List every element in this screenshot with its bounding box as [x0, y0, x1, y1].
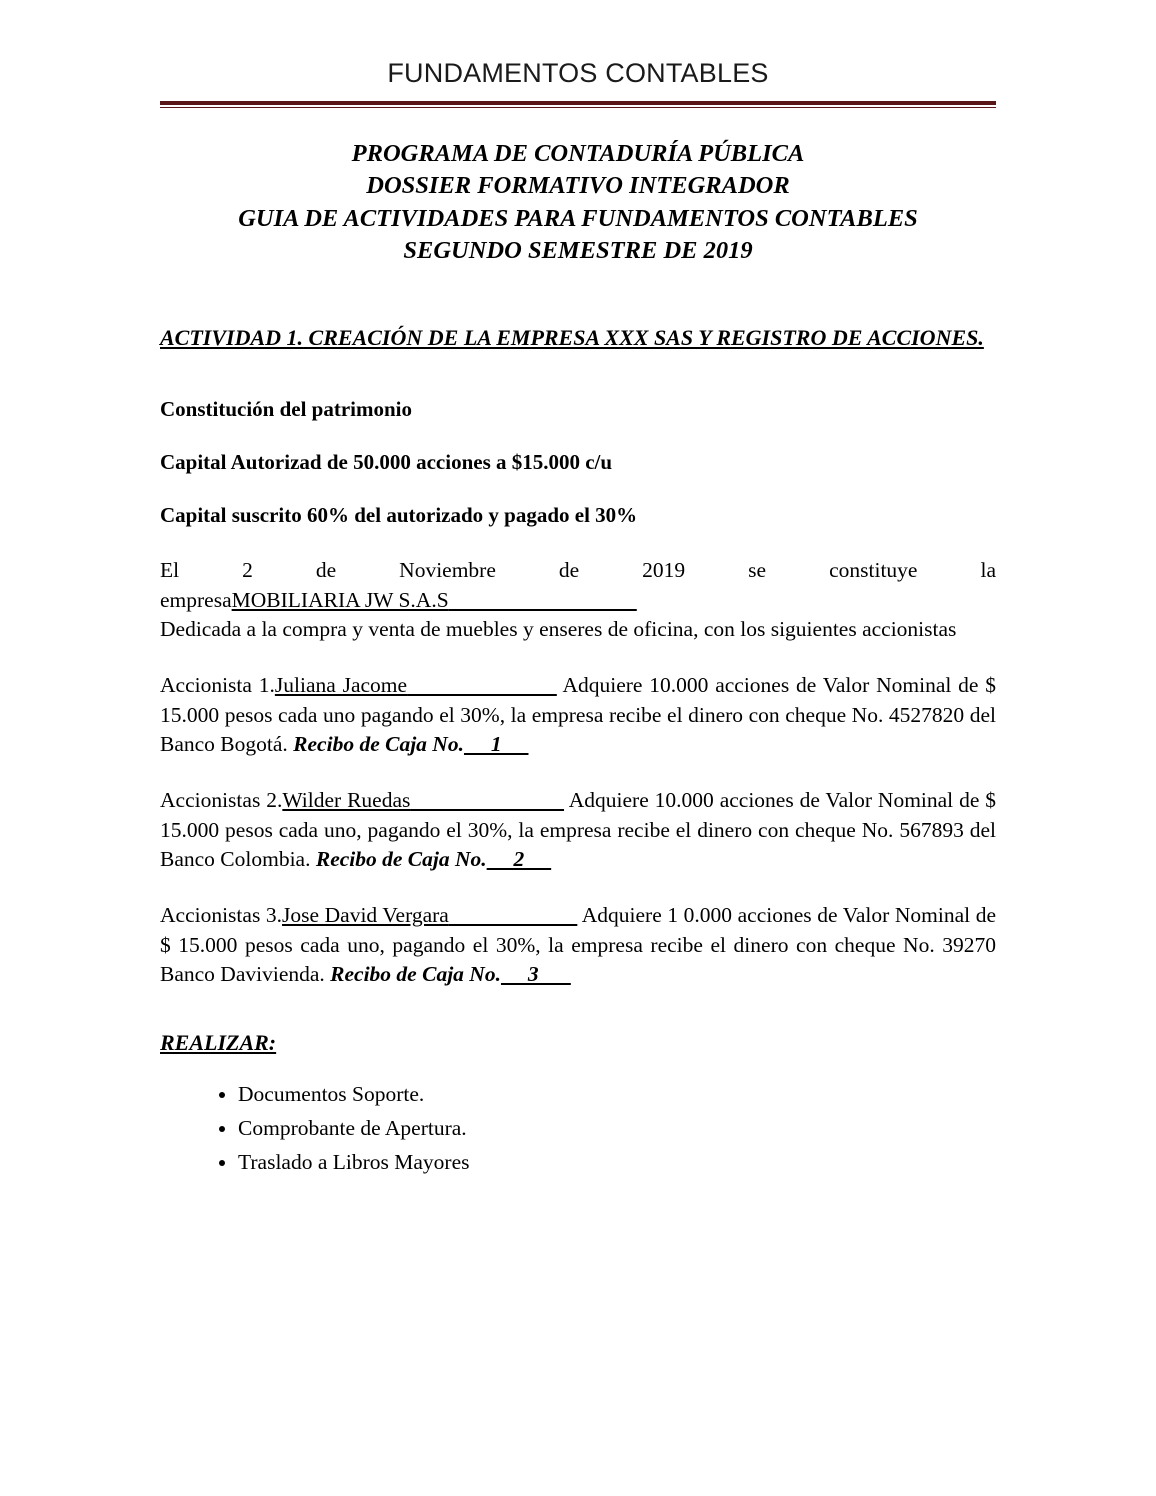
intro-description: Dedicada a la compra y venta de muebles y enseres de oficina, con los siguientes accionistas	[160, 617, 957, 642]
page-header-title: FUNDAMENTOS CONTABLES	[387, 58, 769, 88]
title-line-1: PROGRAMA DE CONTADURÍA PÚBLICA	[351, 140, 805, 167]
subheading-patrimonio: Constitución del patrimonio	[160, 397, 413, 421]
activity-text: CREACIÓN DE LA EMPRESA XXX SAS Y REGISTRO DE ACCIONES.	[308, 325, 984, 351]
shareholder-3-text: Adquiere 1 0.000 acciones de Valor Nominal de $ 15.000 pesos cada uno, pagando el 30%, la empresa recibe el dinero con cheque No. 39270 Banco Davivienda.	[160, 902, 996, 987]
shareholder-3-recibo-value: 3	[500, 962, 571, 987]
list-item: • Documentos Soporte.	[238, 1078, 996, 1110]
shareholder-2-text: Adquiere 10.000 acciones de Valor Nominal de $ 15.000 pesos cada uno, pagando el 30%, la empresa recibe el dinero con cheque No. 567893 del Banco Colombia.	[160, 787, 997, 872]
list-item: • Comprobante de Apertura.	[238, 1112, 996, 1144]
shareholder-2-recibo-value: 2	[486, 847, 552, 872]
shareholder-paragraph-2: Accionistas 2.Wilder Ruedas Adquiere 10.000 acciones de Valor Nominal de $ 15.000 pesos cada uno, pagando el 30%, la empresa recibe el dinero con cheque No. 567893 del Banco Colombia. Recibo de Caja No. 2	[160, 787, 997, 872]
shareholder-1-recibo-label: Recibo de Caja No.	[293, 732, 464, 757]
intro-before-company: El 2 de Noviembre de 2019 se constituye la empresa	[160, 558, 996, 612]
shareholder-paragraph-1: Accionista 1.Juliana Jacome Adquiere 10.000 acciones de Valor Nominal de $ 15.000 pesos cada uno pagando el 30%, la empresa recibe el dinero con cheque No. 4527820 del Banco Bogotá. Recibo de Caja No. 1	[160, 672, 996, 757]
shareholder-1-name: Juliana Jacome	[274, 672, 408, 697]
shareholder-1-name-blank	[407, 673, 557, 697]
shareholder-3-name-blank	[449, 903, 578, 927]
shareholder-3-name: Jose David Vergara	[282, 902, 449, 927]
list-item: • Traslado a Libros Mayores	[238, 1146, 996, 1178]
title-line-3: GUIA DE ACTIVIDADES PARA FUNDAMENTOS CONTABLES	[238, 204, 918, 232]
subheading-capital-autorizado: Capital Autorizad de 50.000 acciones a $15.000 c/u	[160, 450, 613, 474]
shareholder-2-name-blank	[410, 788, 564, 812]
activity-label: ACTIVIDAD 1.	[160, 325, 304, 351]
activity-heading	[160, 323, 996, 353]
document-title-block	[160, 138, 996, 267]
shareholder-1-recibo-value: 1	[463, 732, 529, 757]
shareholder-3-recibo-label: Recibo de Caja No.	[330, 962, 501, 987]
shareholder-2-name: Wilder Ruedas	[282, 787, 411, 812]
shareholder-2-label: Accionistas 2	[160, 787, 277, 812]
subheading-capital-suscrito: Capital suscrito 60% del autorizado y pagado el 30%	[160, 503, 638, 527]
header-divider	[160, 101, 996, 108]
company-name-fill: MOBILIARIA JW S.A.S	[231, 587, 449, 612]
shareholder-1-text: Adquiere 10.000 acciones de Valor Nominal de $ 15.000 pesos cada uno pagando el 30%, la empresa recibe el dinero con cheque No. 4527820 del Banco Bogotá.	[160, 672, 996, 757]
shareholder-2-recibo-label: Recibo de Caja No.	[315, 847, 487, 872]
shareholder-1-label: Accionista 1	[160, 672, 270, 697]
shareholder-3-label: Accionistas 3	[160, 902, 277, 927]
company-name-blank	[449, 588, 637, 612]
shareholder-paragraph-3: Accionistas 3.Jose David Vergara Adquiere 1 0.000 acciones de Valor Nominal de $ 15.000 pesos cada uno, pagando el 30%, la empresa recibe el dinero con cheque No. 39270 Banco Davivienda. Recibo de Caja No. 3	[160, 902, 996, 987]
intro-paragraph	[160, 556, 996, 615]
title-line-2: DOSSIER FORMATIVO INTEGRADOR	[366, 172, 790, 200]
title-line-4: SEGUNDO SEMESTRE DE 2019	[403, 236, 753, 264]
realizar-heading: REALIZAR:	[160, 1029, 277, 1055]
realizar-list	[160, 1078, 996, 1179]
